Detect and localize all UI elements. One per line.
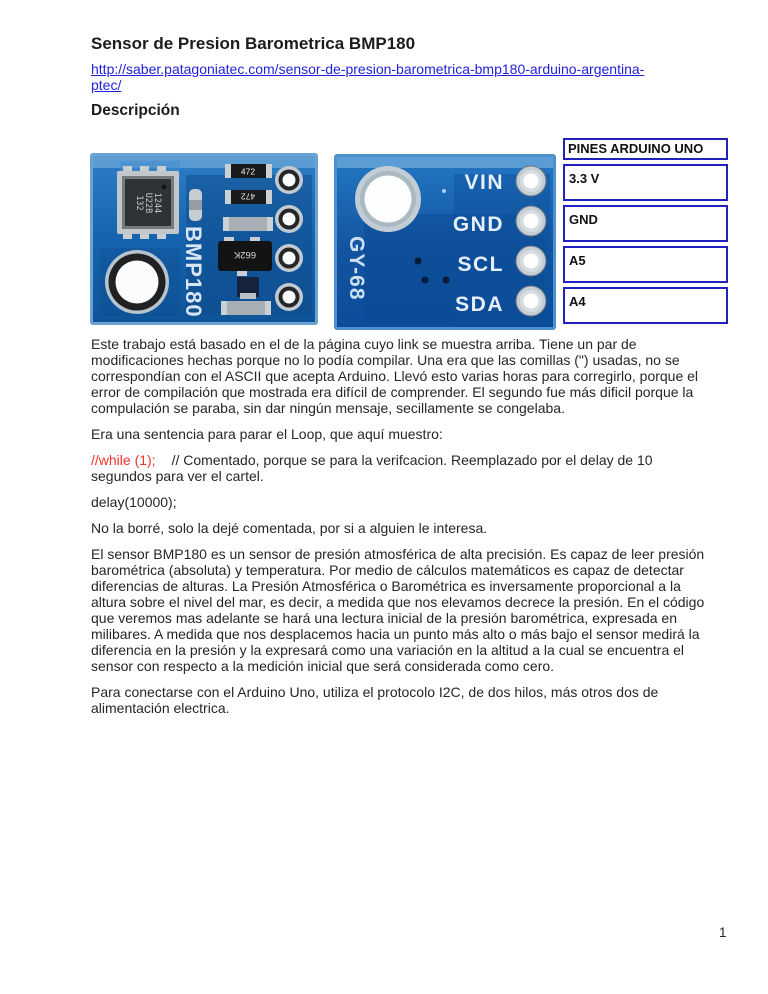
pin-label-scl: SCL bbox=[457, 253, 504, 276]
chip-pin1-dot bbox=[162, 185, 167, 190]
source-link[interactable] bbox=[91, 61, 644, 93]
capacitor-gray-top bbox=[223, 217, 273, 231]
source-link-line2: ptec/ bbox=[91, 77, 122, 93]
mounting-hole bbox=[355, 166, 421, 232]
pin-table-row-33v: 3.3 V bbox=[563, 164, 728, 201]
section-heading: Descripción bbox=[91, 102, 180, 119]
pin-label-sda: SDA bbox=[455, 293, 504, 316]
bmp180-chip bbox=[117, 166, 179, 239]
paragraph-sensor-description: El sensor BMP180 es un sensor de presión atmosférica de alta precisión. Es capaz de leer presión barométrica (absoluta) y temperatura. Por medio de cálculos matemáticos es capaz de detectar diferencias de alturas. La Presión Atmosférica o Barométrica es inversamente proporcional a la altura sobre el nivel del mar, es decir, a medida que nos elevamos decrece la presión. En el código que veremos mas adelante se hará una lectura inicial de la presión barométrica, expresada en milibares. A medida que nos desplacemos hacia un punto más alto o más bajo el sensor medirá la diferencia en la presión y la expresará como una variación en la altitud a la cual se encuentra el sensor con respecto a la medición inicial que será considerada como cero. bbox=[91, 546, 705, 674]
pin-table-header: PINES ARDUINO UNO bbox=[563, 138, 728, 160]
code-while-commented: //while (1); bbox=[91, 452, 156, 468]
component-dark bbox=[237, 277, 259, 299]
pin-table-row-a4: A4 bbox=[563, 287, 728, 324]
page-number: 1 bbox=[719, 925, 727, 940]
resistor-top-label: 472 bbox=[240, 166, 256, 177]
paragraph-delay-code: delay(10000); bbox=[91, 494, 177, 510]
capacitor-small bbox=[189, 189, 202, 221]
transistor-662k bbox=[218, 237, 272, 276]
paragraph-i2c: Para conectarse con el Arduino Uno, utiliza el protocolo I2C, de dos hilos, más otros dos de alimentación electrica. bbox=[91, 684, 659, 716]
resistor-472-mid bbox=[225, 190, 272, 204]
paragraph-code-comment bbox=[91, 452, 709, 484]
speck bbox=[442, 189, 446, 193]
pin-label-vin: VIN bbox=[464, 171, 504, 194]
pin-table-row-a5: A5 bbox=[563, 246, 728, 283]
capacitor-gray-bottom bbox=[221, 301, 271, 315]
source-link-line1: http://saber.patagoniatec.com/sensor-de-presion-barometrica-bmp180-arduino-argentina- bbox=[91, 61, 645, 77]
transistor-label: 662K bbox=[233, 249, 257, 260]
paragraph-loop-sentence: Era una sentencia para parar el Loop, que aquí muestro: bbox=[91, 426, 443, 442]
resistor-472-top bbox=[225, 164, 272, 178]
pin-label-gnd: GND bbox=[452, 213, 504, 236]
mounting-hole bbox=[105, 250, 169, 314]
arduino-pin-table bbox=[563, 138, 728, 324]
bmp180-front-photo bbox=[90, 153, 318, 325]
bmp180-silkscreen-label: BMP180 bbox=[181, 226, 206, 318]
paragraph-not-deleted: No la borré, solo la dejé comentada, por si a alguien le interesa. bbox=[91, 520, 488, 536]
resistor-mid-label: 472 bbox=[240, 191, 256, 202]
body-text bbox=[91, 336, 709, 726]
chip-marking-line3: 132 bbox=[134, 195, 144, 211]
gy68-silkscreen-label: GY-68 bbox=[345, 236, 368, 301]
pin-table-row-gnd: GND bbox=[563, 205, 728, 242]
chip-marking-line2: U22B bbox=[143, 192, 153, 214]
paragraph-intro: Este trabajo está basado en el de la página cuyo link se muestra arriba. Tiene un par de modificaciones hechas porque no lo podía compilar. Una era que las comillas (") usadas, no se correspondían con el ASCII que acepta Arduino. Llevó esto varias horas para corregirlo, porque el error de compilación que mostrada era difícil de comprender. El segundo fue más dificil porque la compulación se paraba, sin dar ningún mensaje, secillamente se congelaba. bbox=[91, 336, 699, 416]
chip-marking-line1: 1244 bbox=[152, 192, 162, 214]
page-title: Sensor de Presion Barometrica BMP180 bbox=[91, 34, 416, 53]
gy68-back-photo bbox=[334, 154, 556, 330]
code-comment-text: // Comentado, porque se para la verifcacion. Reemplazado por el delay de 10 segundos para ver el cartel. bbox=[91, 452, 653, 484]
